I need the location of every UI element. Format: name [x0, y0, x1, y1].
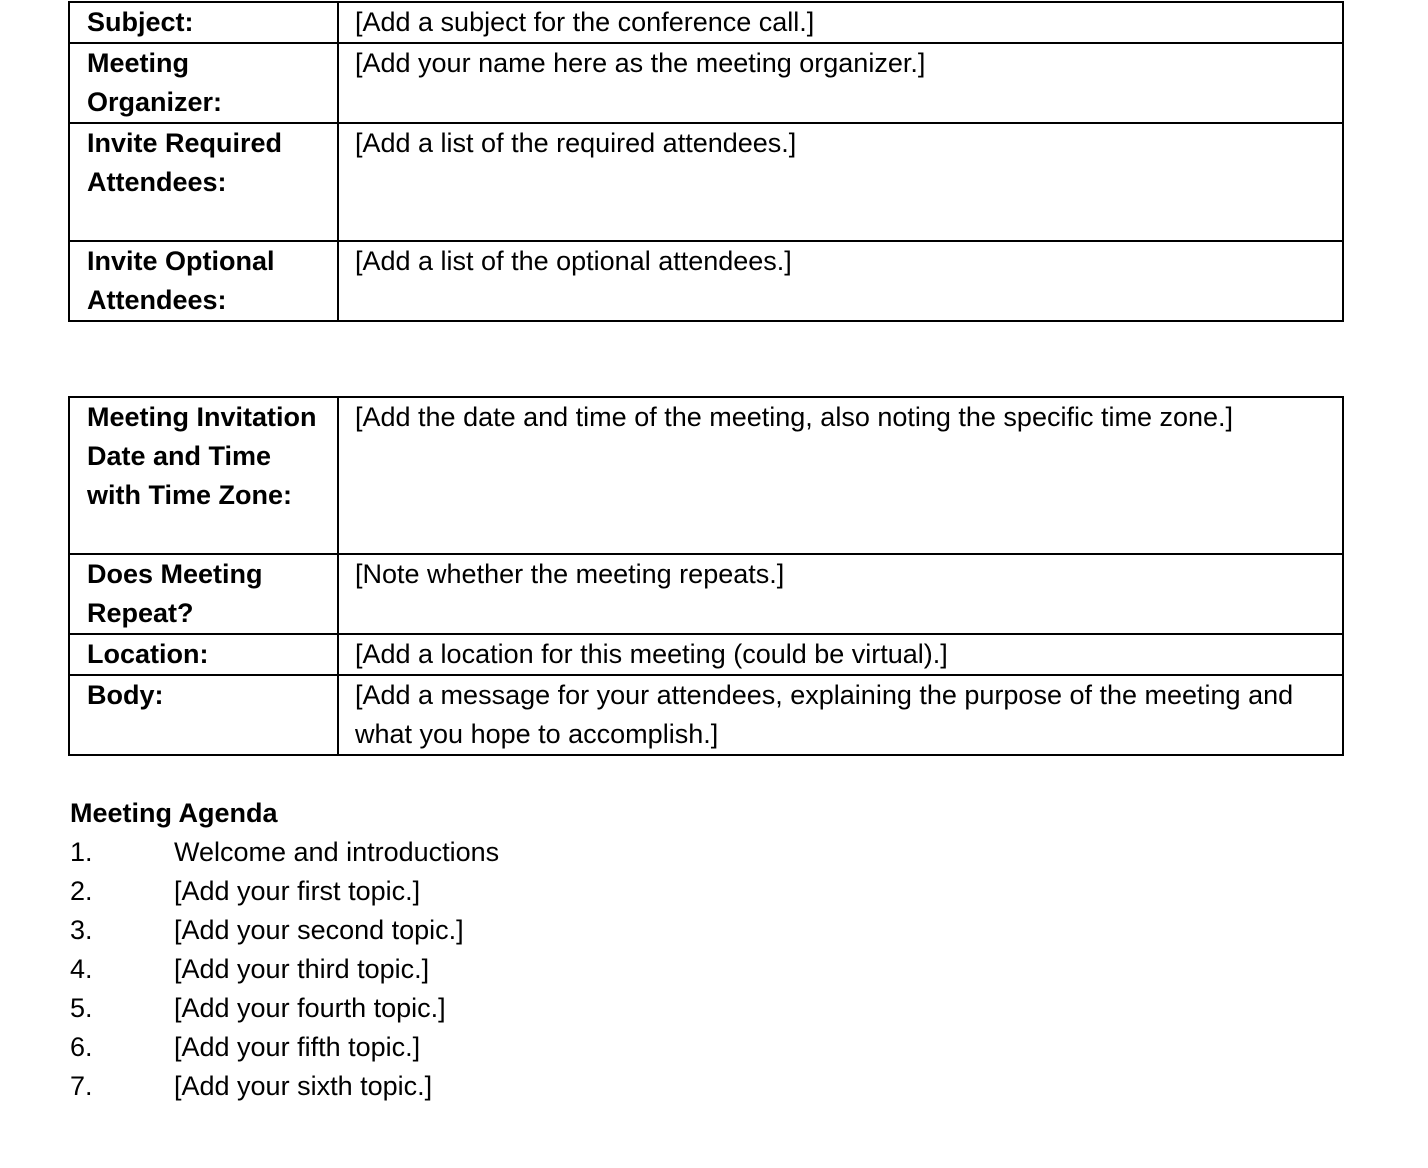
- list-item: [70, 989, 499, 1028]
- optional-attendees-label: Invite Optional Attendees:: [69, 241, 338, 321]
- agenda-item-text[interactable]: [Add your first topic.]: [174, 876, 421, 906]
- organizer-value[interactable]: [Add your name here as the meeting organizer.]: [338, 43, 1343, 123]
- table-row: [69, 2, 1343, 43]
- body-label: Body:: [69, 675, 338, 755]
- agenda-item-text[interactable]: [Add your fourth topic.]: [174, 993, 446, 1023]
- agenda-list: [70, 833, 499, 1106]
- repeat-value[interactable]: [Note whether the meeting repeats.]: [338, 554, 1343, 634]
- list-item: [70, 911, 499, 950]
- table-row: [69, 634, 1343, 675]
- table-row: [69, 397, 1343, 554]
- list-item: [70, 1028, 499, 1067]
- table-row: [69, 675, 1343, 755]
- required-attendees-label: Invite Required Attendees:: [69, 123, 338, 241]
- organizer-label: Meeting Organizer:: [69, 43, 338, 123]
- agenda-item-number: 4.: [70, 954, 93, 984]
- list-item: [70, 1067, 499, 1106]
- details-table: [68, 396, 1344, 756]
- date-time-value[interactable]: [Add the date and time of the meeting, also noting the specific time zone.]: [338, 397, 1343, 554]
- required-attendees-value[interactable]: [Add a list of the required attendees.]: [338, 123, 1343, 241]
- agenda-item-number: 3.: [70, 915, 93, 945]
- table-row: [69, 554, 1343, 634]
- list-item: [70, 950, 499, 989]
- subject-label: Subject:: [69, 2, 338, 43]
- agenda-item-number: 6.: [70, 1032, 93, 1062]
- agenda-item-number: 5.: [70, 993, 93, 1023]
- agenda-item-text[interactable]: [Add your third topic.]: [174, 954, 430, 984]
- subject-value[interactable]: [Add a subject for the conference call.]: [338, 2, 1343, 43]
- date-time-label: Meeting Invitation Date and Time with Time Zone:: [69, 397, 338, 554]
- table-row: [69, 43, 1343, 123]
- agenda-item-text[interactable]: [Add your second topic.]: [174, 915, 464, 945]
- agenda-item-number: 1.: [70, 837, 93, 867]
- agenda-title: Meeting Agenda: [70, 798, 278, 828]
- agenda-item-text[interactable]: Welcome and introductions: [174, 837, 500, 867]
- list-item: [70, 872, 499, 911]
- table-row: [69, 123, 1343, 241]
- meeting-agenda: [70, 794, 499, 1106]
- invite-table: [68, 1, 1344, 322]
- agenda-item-text[interactable]: [Add your fifth topic.]: [174, 1032, 421, 1062]
- agenda-item-number: 2.: [70, 876, 93, 906]
- optional-attendees-value[interactable]: [Add a list of the optional attendees.]: [338, 241, 1343, 321]
- list-item: [70, 833, 499, 872]
- agenda-item-number: 7.: [70, 1071, 93, 1101]
- body-value[interactable]: [Add a message for your attendees, explaining the purpose of the meeting and what you hope to accomplish.]: [338, 675, 1343, 755]
- repeat-label: Does Meeting Repeat?: [69, 554, 338, 634]
- agenda-item-text[interactable]: [Add your sixth topic.]: [174, 1071, 433, 1101]
- location-value[interactable]: [Add a location for this meeting (could be virtual).]: [338, 634, 1343, 675]
- table-row: [69, 241, 1343, 321]
- location-label: Location:: [69, 634, 338, 675]
